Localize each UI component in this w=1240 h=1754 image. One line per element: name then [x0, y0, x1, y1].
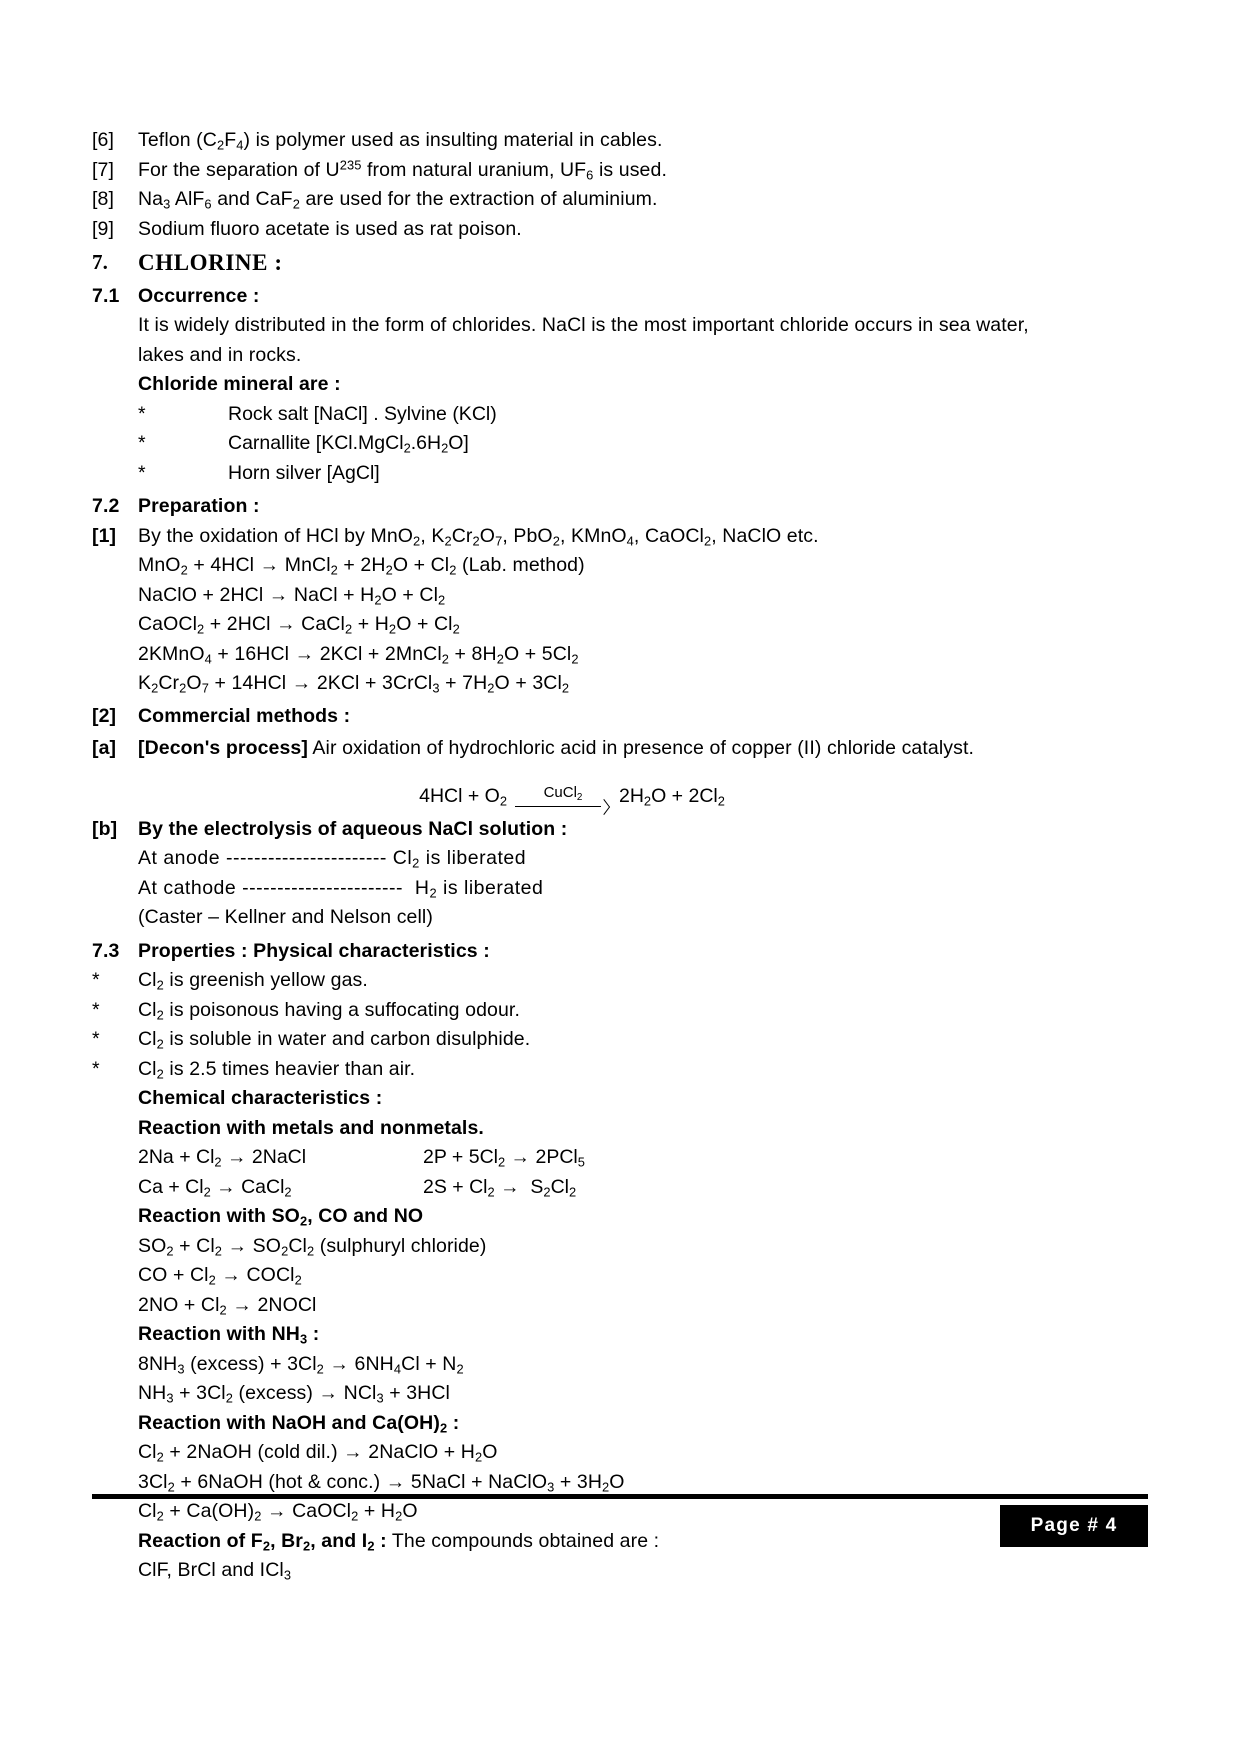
- list-marker: [8]: [92, 188, 114, 210]
- spacer: [92, 400, 138, 430]
- list-item: [92, 459, 1052, 489]
- reaction-row: [138, 1173, 1052, 1203]
- naoh-heading-row: [138, 1409, 1052, 1439]
- minerals-heading-row: [92, 370, 1052, 400]
- electrode-line: [138, 844, 1052, 874]
- property-text: $Cl_2$ is soluble in water and carbon disulphide.: [138, 1028, 531, 1052]
- equation-text: NaClO + 2HCl → NaCl + $H_2O + Cl_2$: [138, 583, 446, 608]
- list-text: For the separation of $U^{235}$ from natural uranium, $UF_6$ is used.: [138, 157, 667, 183]
- subsection-number: 7.3: [92, 939, 120, 962]
- list-text: $Na_3$ AlF$_6$ and CaF$_2$ are used for the extraction of aluminium.: [138, 188, 658, 212]
- page-number-badge: [1000, 1505, 1148, 1547]
- subsection-heading-preparation: [92, 492, 1052, 522]
- cell-note: (Caster – Kellner and Nelson cell): [138, 906, 433, 928]
- subsection-title: Preparation :: [138, 495, 260, 517]
- catalyst-arrow-icon: [515, 785, 611, 813]
- bullet-star: *: [92, 969, 100, 991]
- preparation-item-b-title: By the electrolysis of aqueous NaCl solution :: [138, 817, 568, 840]
- occurrence-paragraph-row: [92, 311, 1052, 370]
- list-item: [92, 126, 1052, 156]
- mineral-text: Carnallite $[KCl.MgCl_2.6H_2O]$: [228, 432, 469, 456]
- decon-process-label: [Decon's process]: [138, 737, 308, 759]
- list-item: [92, 966, 1052, 996]
- bullet-star: *: [138, 402, 146, 425]
- equation-text: MnO$_2$ + 4HCl → MnCl$_2$ + $2H_2O + Cl_2$ (Lab. method): [138, 554, 585, 578]
- list-text: Sodium fluoro acetate is used as rat poison.: [138, 217, 522, 240]
- preparation-item-a-text: [138, 734, 1052, 764]
- section-number: 7.: [92, 250, 108, 274]
- metals-heading: Reaction with metals and nonmetals.: [138, 1116, 484, 1139]
- bullet-star: *: [92, 1028, 100, 1050]
- equation-line: [138, 1350, 1052, 1380]
- deacon-equation: [92, 783, 1052, 811]
- equation-line: [138, 1261, 1052, 1291]
- bullet-star: *: [92, 1057, 100, 1080]
- decon-process-desc: Air oxidation of hydrochloric acid in presence of copper (II) chloride catalyst.: [307, 737, 974, 759]
- naoh-heading: Reaction with NaOH and $Ca(OH)_2$ :: [138, 1411, 460, 1436]
- subsection-number: 7.2: [92, 495, 120, 517]
- preparation-item-2: [92, 702, 1052, 732]
- subsection-heading-properties: [92, 937, 1052, 967]
- halogen-desc: The compounds obtained are :: [386, 1529, 660, 1552]
- preparation-item-2-title: Commercial methods :: [138, 704, 351, 727]
- subsection-heading-occurrence: [92, 282, 1052, 312]
- list-marker: [a]: [92, 737, 117, 759]
- equation-text: 2KMnO$_4$ + 16HCl → 2KCl + 2MnCl$_2$ + $8H_2O + 5Cl_2$: [138, 642, 579, 667]
- minerals-heading: Chloride mineral are :: [138, 373, 341, 395]
- page-number-label: Page # 4: [1030, 1515, 1118, 1536]
- equation-line: [138, 1556, 1052, 1586]
- equation-line: [138, 581, 1052, 611]
- preparation-item-1-text: By the oxidation of HCl by MnO$_2$, $K_2Cr_2O_7$, PbO$_2$, KMnO$_4$, CaOCl$_2$, NaClO etc.: [138, 524, 819, 549]
- reaction-left: $Ca + Cl_2$ → CaCl$_2$: [138, 1175, 292, 1200]
- cathode-text: At cathode ----------------------- $H_2$ is liberated: [138, 876, 544, 901]
- bullet-star: *: [138, 432, 146, 454]
- preparation-item-a: [92, 734, 1052, 764]
- list-marker: [b]: [92, 817, 118, 840]
- list-item: [92, 185, 1052, 215]
- nh3-heading-row: [138, 1320, 1052, 1350]
- equation-text: CO + $Cl_2$ → COCl$_2$: [138, 1264, 302, 1288]
- reaction-right: $2S + Cl_2 \to S_2Cl_2$: [423, 1175, 577, 1200]
- subsection-title: Occurrence :: [138, 284, 260, 307]
- list-item: [92, 1055, 1052, 1085]
- bullet-star: *: [92, 998, 100, 1021]
- equation-line: [138, 640, 1052, 670]
- so2-heading: Reaction with $SO_2$, CO and NO: [138, 1205, 424, 1229]
- preparation-item-1: [92, 522, 1052, 552]
- footer-divider: [92, 1494, 1148, 1499]
- equation-line: [138, 669, 1052, 699]
- minerals-list: [92, 400, 1052, 489]
- subsection-number: 7.1: [92, 284, 120, 307]
- equation-line: [138, 1232, 1052, 1262]
- halogen-heading-row: [138, 1527, 1052, 1557]
- equation-text: $Cl_2$ + 2NaOH (cold dil.) → 2NaClO + $H_2O$: [138, 1441, 498, 1465]
- physical-characteristics-list: [92, 966, 1052, 1084]
- equation-line: [138, 1379, 1052, 1409]
- equation-text: CaOCl$_2$ + 2HCl → CaCl$_2$ + $H_2O + Cl_2$: [138, 613, 460, 637]
- deacon-reactants: $4HCl + O_2$: [419, 785, 507, 809]
- reaction-row: [138, 1143, 1052, 1173]
- anode-text: At anode ----------------------- $Cl_2$ is liberated: [138, 847, 527, 871]
- list-item: [92, 429, 1052, 459]
- catalyst-label: CuCl$_2$: [543, 783, 583, 803]
- electrode-line: [138, 874, 1052, 904]
- property-text: $Cl_2$ is poisonous having a suffocating odour.: [138, 998, 520, 1023]
- list-item: [92, 996, 1052, 1026]
- nh3-heading: Reaction with $NH_3$ :: [138, 1323, 320, 1347]
- metals-heading-row: [138, 1114, 1052, 1144]
- occurrence-paragraph: It is widely distributed in the form of chlorides. NaCl is the most important chloride occurs in sea water, lakes and in rocks.: [138, 314, 1029, 366]
- halogen-heading-wrap: [138, 1527, 1052, 1557]
- list-item: [92, 215, 1052, 245]
- chemical-characteristics-heading: Chemical characteristics :: [138, 1087, 383, 1109]
- cell-note-row: [138, 903, 1052, 933]
- equation-line: [138, 610, 1052, 640]
- equation-text: $NH_3 + 3Cl_2$ (excess) → NCl$_3$ + 3HCl: [138, 1382, 450, 1406]
- property-text: $Cl_2$ is 2.5 times heavier than air.: [138, 1057, 416, 1082]
- equation-text: $8NH_3$ (excess) + $3Cl_2 \to 6NH_4Cl + N_2$: [138, 1352, 464, 1377]
- equation-line: [138, 1468, 1052, 1498]
- equation-line: [138, 1291, 1052, 1321]
- list-marker: [9]: [92, 217, 114, 240]
- subsection-title: Properties : Physical characteristics :: [138, 939, 490, 962]
- property-text: $Cl_2$ is greenish yellow gas.: [138, 969, 368, 993]
- list-item: [92, 400, 1052, 430]
- list-item: [92, 1025, 1052, 1055]
- list-marker: [7]: [92, 158, 114, 181]
- equation-line: [138, 551, 1052, 581]
- equation-text: $3Cl_2$ + 6NaOH (hot & conc.) → 5NaCl + NaClO$_3$ + $3H_2O$: [138, 1470, 625, 1495]
- equation-line: [138, 1438, 1052, 1468]
- list-text: Teflon $(C_2F_4)$ is polymer used as insulting material in cables.: [138, 129, 663, 153]
- bullet-star: *: [138, 461, 146, 484]
- mineral-text: Horn silver [AgCl]: [228, 461, 380, 484]
- equation-line: [138, 1497, 1052, 1527]
- preparation-equations: [92, 551, 1052, 699]
- equation-text: $K_2Cr_2O_7 + 14HCl \to 2KCl$ + 3CrCl$_3$ + $7H_2O + 3Cl_2$: [138, 672, 570, 696]
- arrow-shaft: [515, 801, 611, 813]
- list-marker: [6]: [92, 129, 114, 151]
- section-heading-chlorine: [92, 248, 1052, 278]
- spacer: [92, 459, 138, 489]
- list-item: [92, 156, 1052, 186]
- reaction-right: $2P + 5Cl_2 \to 2PCl_5$: [423, 1146, 585, 1170]
- page-content: [92, 126, 1052, 1586]
- preparation-item-b: [92, 815, 1052, 845]
- list-marker: [2]: [92, 704, 117, 727]
- reaction-left: $2Na + Cl_2$ → 2NaCl: [138, 1146, 307, 1170]
- equation-text: $2NO + Cl_2$ → 2NOCl: [138, 1293, 317, 1318]
- halogen-heading: Reaction of $F_2$, $Br_2$, and $I_2$ :: [138, 1529, 387, 1554]
- chemical-characteristics-heading-row: [138, 1084, 1052, 1114]
- so2-heading-row: [138, 1202, 1052, 1232]
- list-marker: [1]: [92, 524, 117, 547]
- equation-text: $Cl_2 + Ca(OH)_2$ → CaOCl$_2$ + $H_2O$: [138, 1500, 418, 1524]
- section-title: CHLORINE :: [138, 250, 283, 275]
- halogen-result: ClF, BrCl and ICl$_3$: [138, 1559, 292, 1583]
- spacer: [92, 429, 138, 459]
- deacon-products: $2H_2O + 2Cl_2$: [618, 785, 725, 809]
- mineral-text: Rock salt [NaCl] . Sylvine (KCl): [228, 402, 497, 425]
- fluorine-uses-list: [92, 126, 1052, 244]
- equation-text: $SO_2 + Cl_2 \to SO_2Cl_2$ (sulphuryl chloride): [138, 1234, 487, 1259]
